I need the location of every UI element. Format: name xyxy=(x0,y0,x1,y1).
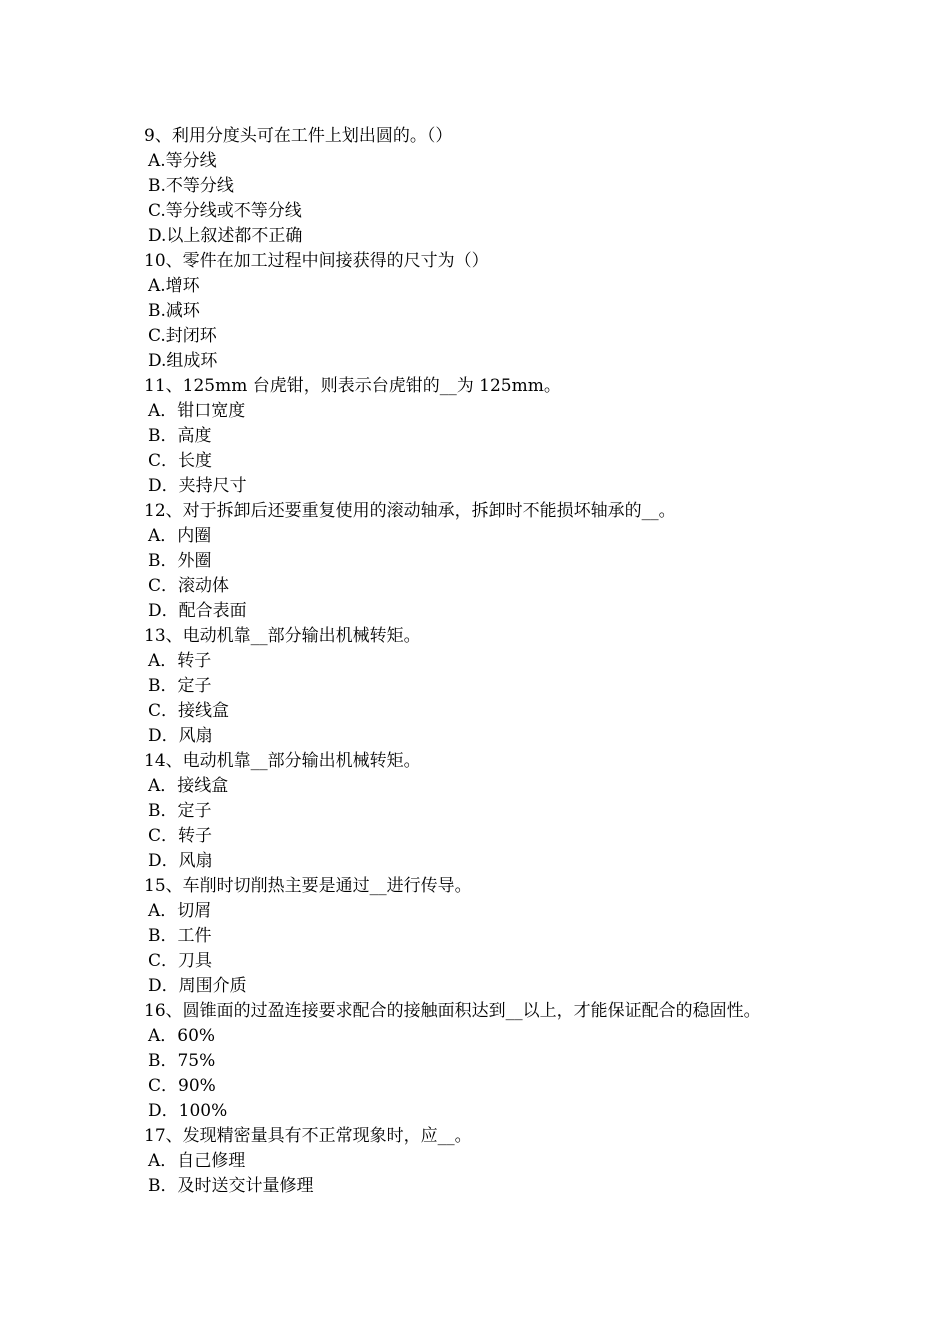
option-a: A．60% xyxy=(148,1026,216,1046)
option-a: A．内圈 xyxy=(148,526,212,546)
option-d: D．夹持尺寸 xyxy=(148,476,247,496)
option-b: B．工件 xyxy=(148,926,212,946)
option-d: D．风扇 xyxy=(148,726,213,746)
option-d: D.组成环 xyxy=(148,351,218,371)
question-stem: 15、车削时切削热主要是通过__进行传导。 xyxy=(144,876,472,896)
option-a: A.增环 xyxy=(148,276,200,296)
option-d: D．100% xyxy=(148,1101,228,1121)
question-stem: 16、圆锥面的过盈连接要求配合的接触面积达到__以上，才能保证配合的稳固性。 xyxy=(144,1001,761,1021)
option-c: C．滚动体 xyxy=(148,576,230,596)
question-stem: 14、电动机靠__部分输出机械转矩。 xyxy=(144,751,421,771)
question-13 xyxy=(144,624,814,749)
question-stem: 17、发现精密量具有不正常现象时，应__。 xyxy=(144,1126,472,1146)
option-a: A．自己修理 xyxy=(148,1151,246,1171)
question-14 xyxy=(144,749,814,874)
question-stem: 11、125mm 台虎钳，则表示台虎钳的__为 125mm。 xyxy=(144,376,561,396)
option-c: C．90% xyxy=(148,1076,216,1096)
option-a: A.等分线 xyxy=(148,151,217,171)
question-12 xyxy=(144,499,814,624)
question-11 xyxy=(144,374,814,499)
option-b: B．高度 xyxy=(148,426,212,446)
question-stem: 10、零件在加工过程中间接获得的尺寸为（） xyxy=(144,251,489,271)
option-c: C．长度 xyxy=(148,451,213,471)
option-d: D．配合表面 xyxy=(148,601,247,621)
option-b: B．定子 xyxy=(148,801,212,821)
question-stem: 13、电动机靠__部分输出机械转矩。 xyxy=(144,626,421,646)
option-b: B.减环 xyxy=(148,301,200,321)
option-c: C.等分线或不等分线 xyxy=(148,201,302,221)
option-d: D．风扇 xyxy=(148,851,213,871)
question-16 xyxy=(144,999,814,1124)
option-b: B．外圈 xyxy=(148,551,212,571)
option-a: A．接线盒 xyxy=(148,776,229,796)
question-15 xyxy=(144,874,814,999)
option-b: B.不等分线 xyxy=(148,176,234,196)
option-a: A．切屑 xyxy=(148,901,212,921)
option-c: C．接线盒 xyxy=(148,701,230,721)
option-c: C.封闭环 xyxy=(148,326,217,346)
option-a: A．转子 xyxy=(148,651,212,671)
question-list xyxy=(144,124,814,1199)
option-c: C．转子 xyxy=(148,826,213,846)
question-17 xyxy=(144,1124,814,1199)
question-10 xyxy=(144,249,814,374)
option-d: D.以上叙述都不正确 xyxy=(148,226,303,246)
option-b: B．75% xyxy=(148,1051,216,1071)
question-9 xyxy=(144,124,814,249)
option-d: D．周围介质 xyxy=(148,976,247,996)
option-c: C．刀具 xyxy=(148,951,213,971)
question-stem: 12、对于拆卸后还要重复使用的滚动轴承，拆卸时不能损坏轴承的__。 xyxy=(144,501,676,521)
question-stem: 9、利用分度头可在工件上划出圆的。（） xyxy=(144,126,453,146)
option-b: B．定子 xyxy=(148,676,212,696)
option-b: B．及时送交计量修理 xyxy=(148,1176,314,1196)
option-a: A．钳口宽度 xyxy=(148,401,246,421)
